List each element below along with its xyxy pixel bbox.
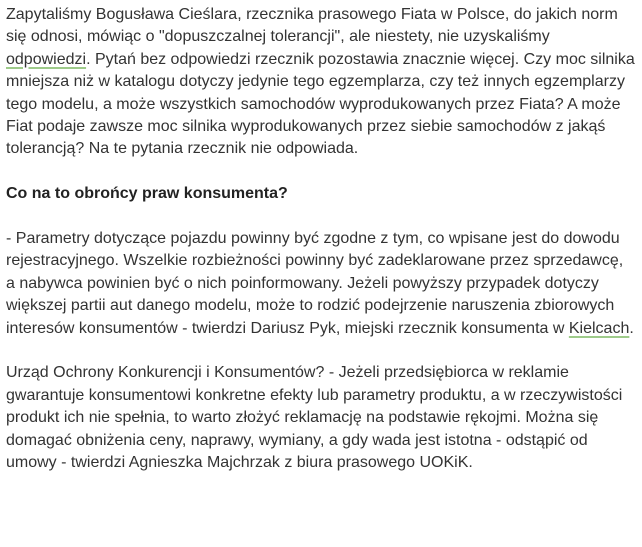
link-kielcach[interactable]: Kielcach: [568, 319, 630, 337]
paragraph-uokik: Urząd Ochrony Konkurencji i Konsumentów? - Jeżeli przedsiębiorca w reklamie gwarantuje konsumentowi konkretne efekty lub parametry produktu, a w rzeczywistości produkt ich nie spełnia, to warto złożyć reklamację na podstawie rękojmi. Można się domagać obniżenia ceny, naprawy, wymiany, a gdy wada jest istotna - odstąpić od umowy - twierdzi Agnieszka Majchrzak z biura prasowego UOKiK.: [6, 364, 623, 472]
paragraph-text: Zapytaliśmy Bogusława Cieślara, rzecznika prasowego Fiata w Polsce, do jakich norm się odnosi, mówiąc o "dopuszczalnej tolerancji", ale niestety, nie uzyskaliśmy: [6, 6, 618, 46]
paragraph-text: . Pytań bez odpowiedzi rzecznik pozostawia znacznie więcej. Czy moc silnika mniejsza niż w katalogu dotyczy jedynie tego egzemplarza, czy też innych egzemplarzy tego modelu, a może wszystkich samochodów wyprodukowanych przez Fiata? A może Fiat podaje zawsze moc silnika wyprodukowanych przez siebie samochodów z jakąś tolerancją? Na te pytania rzecznik nie odpowiada.: [6, 50, 635, 158]
paragraph-text: - Parametry dotyczące pojazdu powinny być zgodne z tym, co wpisane jest do dowodu rejestracyjnego. Wszelkie rozbieżności powinny być zadeklarowane przez sprzedawcę, a nabywca powinien być o nich poinformowany. Jeżeli powyższy przypadek dotyczy większej partii aut danego modelu, może to rodzić podejrzenie naruszenia zbiorowych interesów konsumentów - twierdzi Dariusz Pyk, miejski rzecznik konsumenta w: [6, 230, 624, 337]
paragraph-text: .: [629, 319, 634, 337]
paragraph-fiat-response: [6, 4, 636, 161]
link-odpowiedzi[interactable]: odpowiedzi: [6, 50, 87, 68]
section-heading: Co na to obrońcy praw konsumenta?: [6, 185, 288, 203]
paragraph-consumer-ombudsman: [6, 228, 636, 340]
